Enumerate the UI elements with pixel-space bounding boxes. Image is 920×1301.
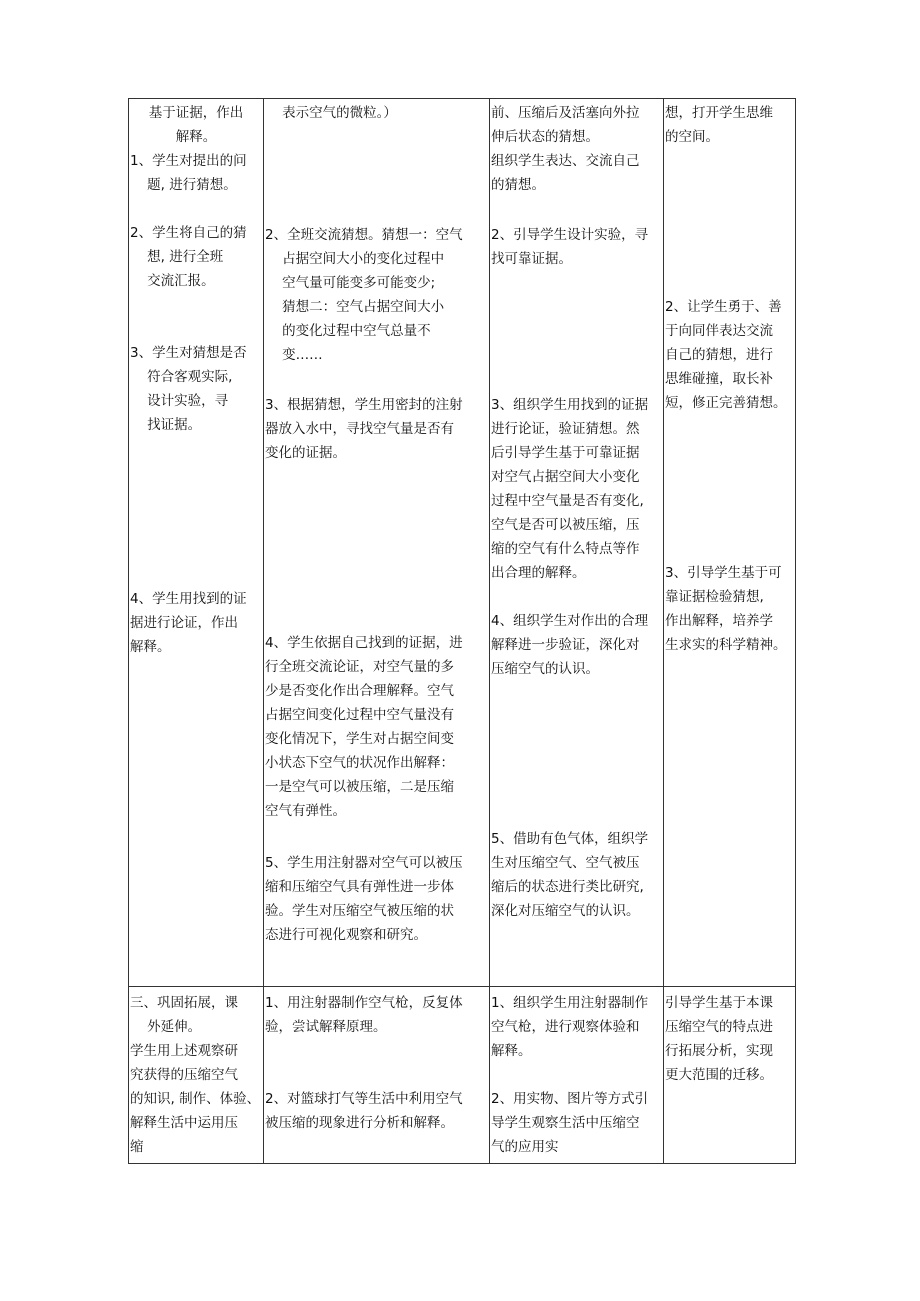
row1-col4-cell <box>664 99 795 986</box>
intent-text-0: 想，打开学生思维 的空间。 <box>665 105 773 145</box>
student-activity-2: 2、学生将自己的猜 想, 进行全班 交流汇报。 <box>130 225 247 289</box>
row2-col1-cell <box>129 987 263 1163</box>
student-activity-1: 1、学生对提出的问 题, 进行猜想。 <box>130 153 247 193</box>
teacher-text-0: 前、压缩后及活塞向外拉 伸后状态的猜想。 组织学生表达、交流自己 的猜想。 <box>491 105 640 193</box>
row2-col2-cell <box>264 987 489 1163</box>
lesson-plan-table <box>128 98 796 1164</box>
student-activity-4: 4、学生用找到的证 据进行论证，作出 解释。 <box>130 591 247 655</box>
table-right-border <box>795 98 796 1164</box>
intent-extend-1: 引导学生基于本课 压缩空气的特点进 行拓展分析，实现 更大范围的迁移。 <box>665 995 773 1083</box>
row1-col2-cell <box>264 99 489 986</box>
student-text-2: 2、全班交流猜想。猜想一：空气 占据空间大小的变化过程中 空气量可能变多可能变少; 猜想二：空气占据空间大小 的变化过程中空气总量不 变…… <box>265 227 463 363</box>
teacher-text-5: 5、借助有色气体，组织学 生对压缩空气、空气被压 缩后的状态进行类比研究, 深化对压缩空气的认识。 <box>491 831 649 919</box>
student-text-5: 5、学生用注射器对空气可以被压 缩和压缩空气具有弹性进一步体 验。学生对压缩空气被压缩的状 态进行可视化观察和研究。 <box>265 855 463 943</box>
stage-body-consolidate: 学生用上述观察研 究获得的压缩空气 的知识, 制作、体验、 解释生活中运用压 缩 <box>130 1043 261 1155</box>
teacher-text-3: 3、组织学生用找到的证据 进行论证，验证猜想。然 后引导学生基于可靠证据 对空气占据空间大小变化 过程中空气量是否有变化, 空气是否可以被压缩，压 缩的空气有什么特点等作 出合理的解释。 <box>491 397 649 581</box>
stage-header-consolidate: 三、巩固拓展，课 外延伸。 <box>130 995 238 1035</box>
intent-text-3: 3、引导学生基于可 靠证据检验猜想, 作出解释，培养学 生求实的科学精神。 <box>665 565 787 653</box>
teacher-text-4: 4、组织学生对作出的合理 解释进一步验证，深化对 压缩空气的认识。 <box>491 613 649 677</box>
row2-col4-cell <box>664 987 795 1163</box>
student-extend-2: 2、对篮球打气等生活中利用空气 被压缩的现象进行分析和解释。 <box>265 1091 463 1131</box>
intent-text-2: 2、让学生勇于、善 于向同伴表达交流 自己的猜想，进行 思维碰撞，取长补 短，修正完善猜想。 <box>665 299 787 411</box>
row2-col3-cell <box>490 987 663 1163</box>
teacher-extend-2: 2、用实物、图片等方式引 导学生观察生活中压缩空 气的应用实 <box>491 1091 649 1155</box>
teacher-text-2: 2、引导学生设计实验，寻 找可靠证据。 <box>491 227 649 267</box>
row1-col3-cell <box>490 99 663 986</box>
teacher-extend-1: 1、组织学生用注射器制作 空气枪，进行观察体验和 解释。 <box>491 995 649 1059</box>
student-extend-1: 1、用注射器制作空气枪，反复体 验，尝试解释原理。 <box>265 995 463 1035</box>
row1-col1-cell <box>129 99 263 986</box>
student-text-4: 4、学生依据自己找到的证据，进 行全班交流论证，对空气量的多 少是否变化作出合理解释。空气 占据空间变化过程中空气量没有 变化情况下，学生对占据空间变 小状态下空气的状况作出解释： 一是空气可以被压缩，二是压缩 空气有弹性。 <box>265 635 463 819</box>
student-activity-3: 3、学生对猜想是否 符合客观实际, 设计实验，寻 找证据。 <box>130 345 247 433</box>
stage-header: 基于证据，作出 解释。 <box>148 105 244 145</box>
table-bottom-border <box>128 1163 796 1164</box>
student-text-3: 3、根据猜想，学生用密封的注射 器放入水中，寻找空气量是否有 变化的证据。 <box>265 397 463 461</box>
student-text-0: 表示空气的微粒。） <box>265 105 397 121</box>
